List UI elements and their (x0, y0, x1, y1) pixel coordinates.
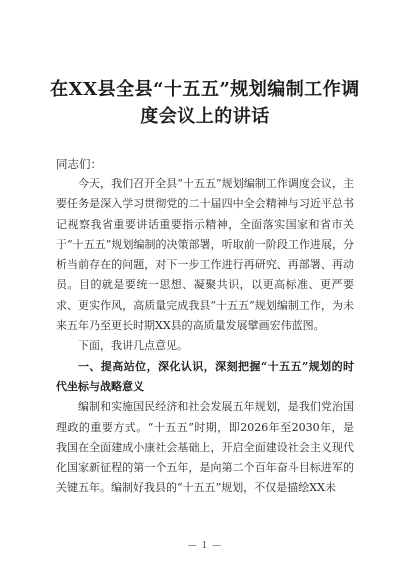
title-line-1: 在XX县全县“十五五”规划编制工作调 (50, 79, 360, 100)
section-heading: 一、提高站位，深化认识，深刻把握“十五五”规划的时代坐标与战略意义 (56, 359, 354, 393)
paragraph-transition: 下面，我讲几点意见。 (78, 339, 188, 353)
title-line-2: 度会议上的讲话 (140, 106, 270, 127)
document-body (56, 168, 354, 499)
paragraph-section-1: 编制和实施国民经济和社会发展五年规划，是我们党治国理政的重要方式。“十五五”时期，即2026年至2030年，是我国在全面建成小康社会基础上，开启全面建设社会主义现代化国家新征程的第一个五年，是向第二个百年奋斗目标进军的关键五年。编制好我县的“十五五”规划，不仅是描绘XX未 (56, 400, 354, 495)
salutation: 同志们： (56, 157, 102, 171)
document-title (40, 76, 370, 130)
page-number: — 1 — (187, 541, 223, 551)
paragraph-intro: 今天，我们召开全县“十五五”规划编制工作调度会议，主要任务是深入学习贯彻党的二十届四中全会精神与习近平总书记视察我省重要讲话重要指示精神，全面落实国家和省市关于“十五五”规划编制的决策部署，听取前一阶段工作进展，分析当前存在的问题，对下一步工作进行再研究、再部署、再动员。目的就是要统一思想、凝聚共识，以更高标准、更严要求、更实作风，高质量完成我县“十五五”规划编制工作，为未来五年乃至更长时期XX县的高质量发展擘画宏伟蓝图。 (56, 177, 354, 333)
